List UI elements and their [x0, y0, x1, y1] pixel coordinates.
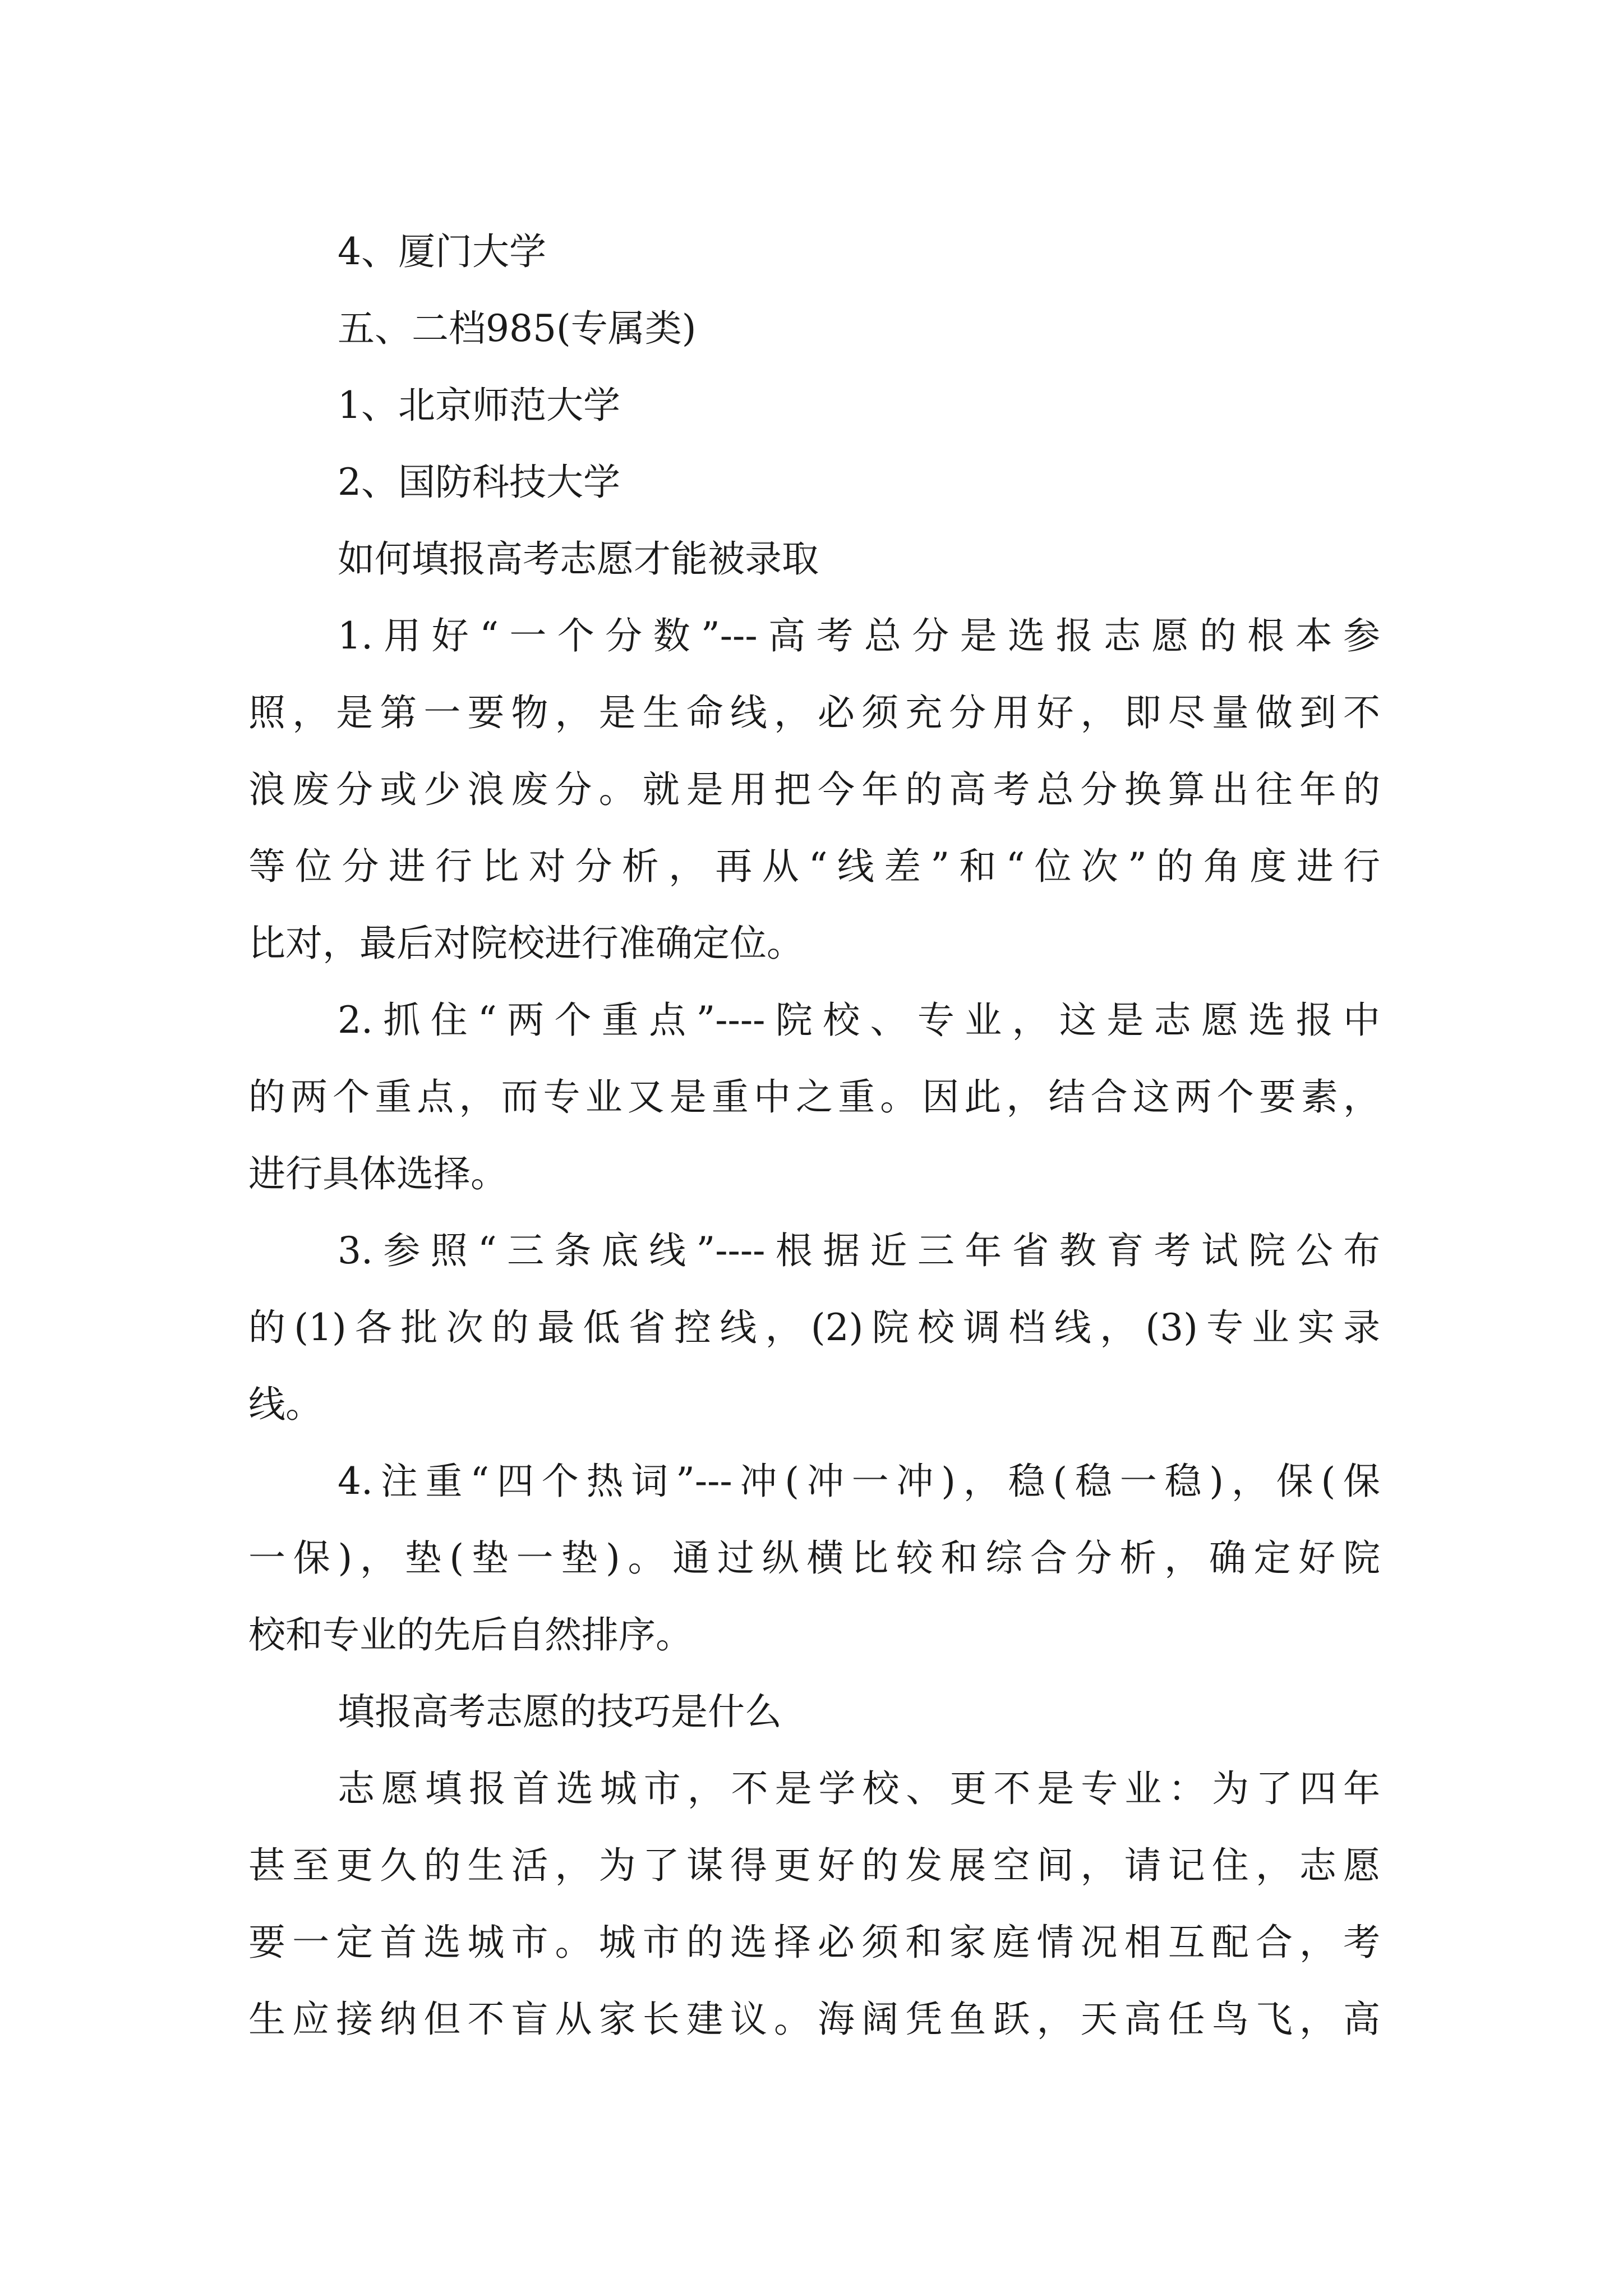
paragraph-line: 线。 [248, 1383, 322, 1426]
paragraph-line: 的两个重点，而专业又是重中之重。因此，结合这两个要素， [248, 1075, 1380, 1119]
paragraph-line: 一保)，垫(垫一垫)。通过纵横比较和综合分析，确定好院 [248, 1536, 1380, 1580]
paragraph-line: 4.注重“四个热词”---冲(冲一冲)，稳(稳一稳)，保(保 [338, 1460, 1380, 1503]
paragraph-line: 生应接纳但不盲从家长建议。海阔凭鱼跃，天高任鸟飞，高 [248, 1998, 1380, 2041]
paragraph-line: 等位分进行比对分析，再从“线差”和“位次”的角度进行 [248, 845, 1380, 888]
paragraph-line: 校和专业的先后自然排序。 [248, 1613, 693, 1657]
section-heading-how-to-be-admitted: 如何填报高考志愿才能被录取 [338, 537, 819, 581]
paragraph-line: 比对，最后对院校进行准确定位。 [248, 922, 804, 965]
paragraph-line: 浪废分或少浪废分。就是用把今年的高考总分换算出往年的 [248, 768, 1380, 811]
paragraph-line: 志愿填报首选城市，不是学校、更不是专业：为了四年 [338, 1767, 1380, 1810]
section-heading-tier-two-985: 五、二档985(专属类) [338, 307, 697, 350]
document-body [248, 213, 1380, 2058]
paragraph-line: 3.参照“三条底线”----根据近三年省教育考试院公布 [338, 1229, 1380, 1272]
paragraph-line: 甚至更久的生活，为了谋得更好的发展空间，请记住，志愿 [248, 1844, 1380, 1887]
paragraph-line: 照，是第一要物，是生命线，必须充分用好，即尽量做到不 [248, 691, 1380, 734]
list-item-national-defense-university: 2、国防科技大学 [338, 461, 620, 504]
paragraph-line: 进行具体选择。 [248, 1152, 508, 1195]
section-heading-filling-tips: 填报高考志愿的技巧是什么 [338, 1690, 782, 1733]
paragraph-line: 2.抓住“两个重点”----院校、专业，这是志愿选报中 [338, 999, 1380, 1042]
list-item-xiamen-university: 4、厦门大学 [338, 230, 546, 273]
paragraph-line: 要一定首选城市。城市的选择必须和家庭情况相互配合，考 [248, 1921, 1380, 1964]
paragraph-line: 1.用好“一个分数”---高考总分是选报志愿的根本参 [338, 614, 1380, 657]
paragraph-line: 的(1)各批次的最低省控线，(2)院校调档线，(3)专业实录 [248, 1306, 1380, 1349]
list-item-beijing-normal-university: 1、北京师范大学 [338, 384, 620, 427]
